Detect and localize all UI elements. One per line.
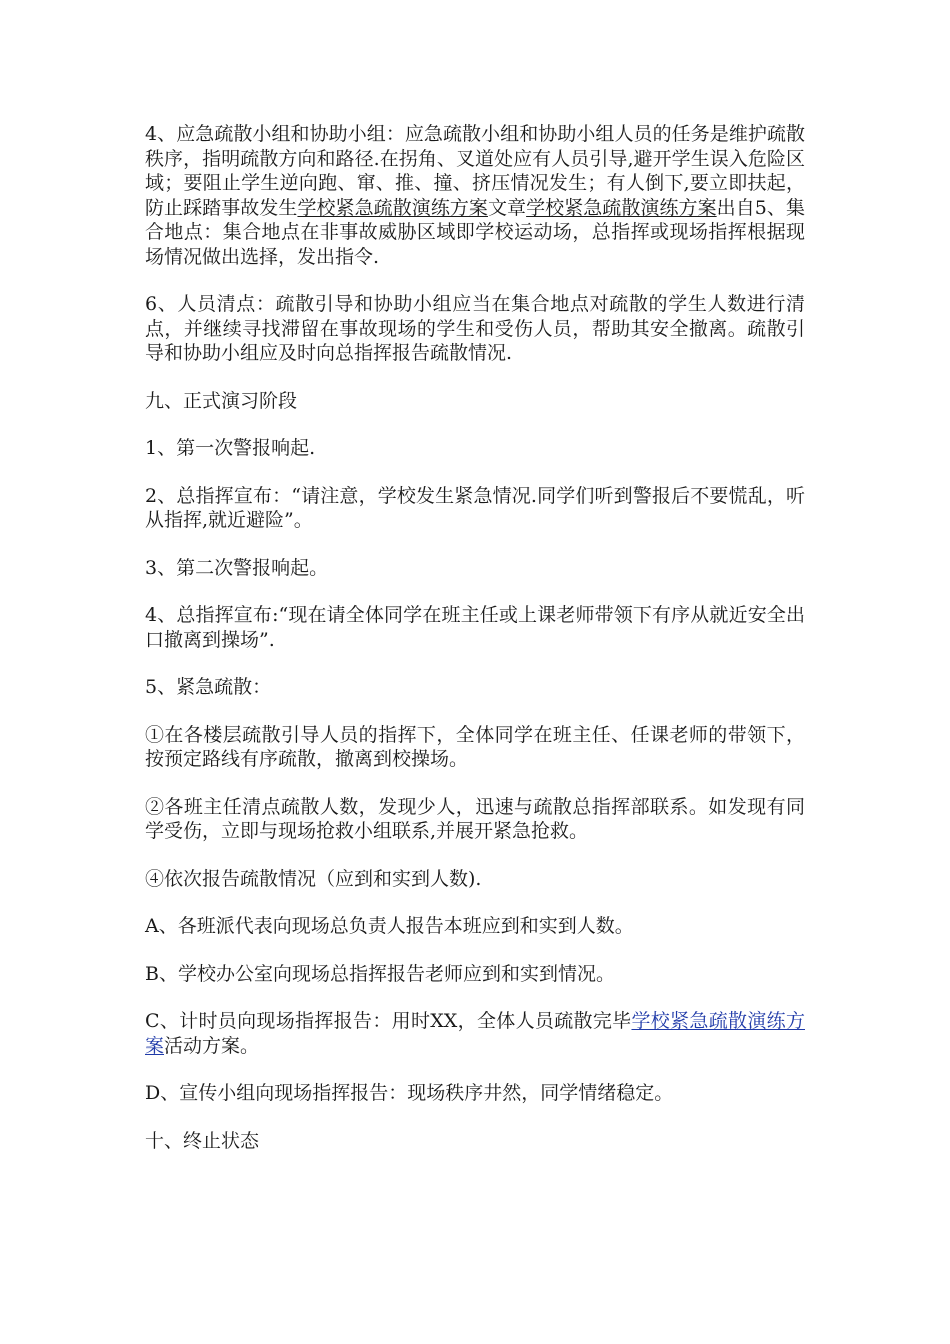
- paragraph-text: 4、应急疏散小组和协助小组：应急疏散小组和协助小组人员的任务是维护疏散秩序，指明疏散方向和路径.在拐角、叉道处应有人员引导,避开学生误入危险区域；要阻止学生逆向跑、窜、推、撞、挤压情况发生；有人倒下,要立即扶起，防止踩踏事故发生: [145, 123, 805, 219]
- paragraph-announcement-2: 4、总指挥宣布:“现在请全体同学在班主任或上课老师带领下有序从就近安全出口撤离到操场”.: [145, 604, 805, 651]
- section-heading-drill-stage: 九、正式演习阶段: [145, 389, 298, 412]
- paragraph-second-alarm: 3、第二次警报响起。: [145, 556, 329, 579]
- article-link[interactable]: 学校紧急疏散演练方案: [297, 196, 488, 219]
- paragraph-emergency-evacuation: 5、紧急疏散：: [145, 676, 272, 698]
- document-body: [145, 122, 805, 1176]
- paragraph-report-c: [145, 1009, 805, 1058]
- paragraph-report-a: A、各班派代表向现场总负责人报告本班应到和实到人数。: [145, 915, 634, 937]
- paragraph-step-4: ④依次报告疏散情况（应到和实到人数).: [145, 867, 482, 890]
- paragraph-step-1: ①在各楼层疏散引导人员的指挥下，全体同学在班主任、任课老师的带领下，按预定路线有序疏散，撤离到校操场。: [145, 723, 805, 770]
- article-link[interactable]: 学校紧急疏散演练方案: [526, 196, 717, 219]
- paragraph-headcount: 6、人员清点：疏散引导和协助小组应当在集合地点对疏散的学生人数进行清点，并继续寻找滞留在事故现场的学生和受伤人员，帮助其安全撤离。疏散引导和协助小组应及时向总指挥报告疏散情况.: [145, 293, 805, 364]
- paragraph-announcement-1: 2、总指挥宣布：“请注意，学校发生紧急情况.同学们听到警报后不要慌乱，听从指挥,就近避险”。: [145, 484, 805, 531]
- activity-plan-link[interactable]: 学校紧急疏散演练方案: [145, 1010, 805, 1057]
- paragraph-text: 活动方案。: [164, 1034, 260, 1057]
- paragraph-evacuation-group: [145, 122, 805, 269]
- paragraph-report-d: D、宣传小组向现场指挥报告：现场秩序井然，同学情绪稳定。: [145, 1082, 674, 1104]
- paragraph-first-alarm: 1、第一次警报响起.: [145, 437, 316, 459]
- paragraph-step-2: ②各班主任清点疏散人数，发现少人，迅速与疏散总指挥部联系。如发现有同学受伤，立即与现场抢救小组联系,并展开紧急抢救。: [145, 795, 805, 842]
- paragraph-text: 文章: [487, 196, 527, 219]
- paragraph-text: 出自5、集合地点：集合地点在非事故威胁区域即学校运动场，总指挥或现场指挥根据现场情况做出选择，发出指令.: [145, 196, 805, 268]
- section-heading-termination: 十、终止状态: [145, 1129, 260, 1152]
- paragraph-text: C、计时员向现场指挥报告：用时XX，全体人员疏散完毕: [145, 1010, 632, 1032]
- paragraph-report-b: B、学校办公室向现场总指挥报告老师应到和实到情况。: [145, 962, 615, 985]
